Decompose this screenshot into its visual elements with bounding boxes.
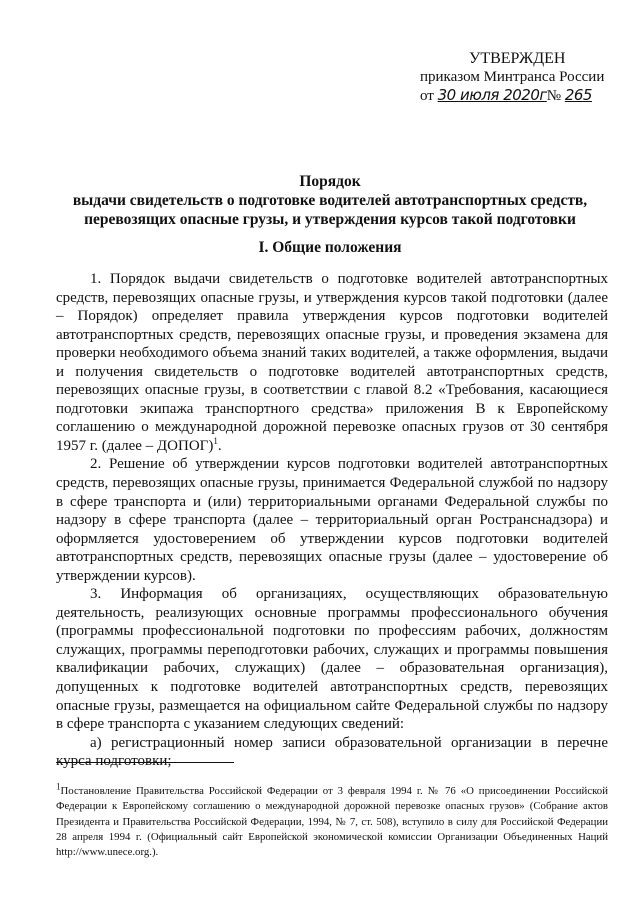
paragraph-1	[56, 270, 608, 455]
paragraph-1-end: .	[217, 437, 222, 454]
approval-date-line	[420, 86, 620, 105]
footnote-text-block	[56, 781, 608, 860]
title-line-2: выдачи свидетельств о подготовке водителей автотранспортных средств,	[72, 192, 588, 209]
approval-number-sign: №	[546, 88, 562, 104]
footnote	[56, 781, 608, 860]
approval-title: УТВЕРЖДЕН	[469, 50, 566, 67]
approval-from-label: от	[420, 88, 434, 104]
paragraph-3a: а) регистрационный номер записи образовательной организации в перечне курса подготовки;	[56, 734, 608, 770]
section-heading: I. Общие положения	[258, 239, 402, 256]
footnote-text: Постановление Правительства Российской Федерации от 3 февраля 1994 г. № 76 «О присоединении Российской Федерации к Европейскому соглашению о международной дорожной перевозке опасных грузов» (Собрание актов Президента и Правительства Российской Федерации, 1994, № 7, ст. 508), вступило в силу для Российской Федерации 28 апреля 1994 г. (Официальный сайт Европейской экономической комиссии Организации Объединенных Наций http://www.unece.org.).	[56, 785, 608, 859]
document-body	[56, 270, 608, 771]
title-line-3: перевозящих опасные грузы, и утверждения курсов такой подготовки	[84, 211, 576, 228]
footnote-marker: 1	[56, 781, 61, 792]
approval-order-line: приказом Минтранса России	[420, 69, 605, 85]
footnote-reference: 1	[213, 435, 218, 446]
approval-stamp	[420, 50, 620, 105]
approval-number-handwritten: 265	[564, 86, 592, 104]
approval-date-handwritten: 30 июля 2020г	[437, 86, 547, 104]
title-line-1: Порядок	[299, 173, 361, 190]
footnote-divider	[56, 762, 234, 763]
paragraph-2: 2. Решение об утверждении курсов подготовки водителей автотранспортных средств, перевозящих опасные грузы, принимается Федеральной службой по надзору в сфере транспорта и (или) территориальными органами Федеральной службы по надзору в сфере транспорта (далее – территориальный орган Ространснадзора) и оформляется удостоверением об утверждении курсов подготовки водителей автотранспортных средств, перевозящих опасные грузы (далее – удостоверение об утверждении курсов).	[56, 456, 608, 584]
paragraph-3: 3. Информация об организациях, осуществляющих образовательную деятельность, реализующих основные программы профессионального обучения (программы профессиональной подготовки по профессиям рабочих, должностям служащих, программы переподготовки рабочих, служащих и программы повышения квалификации рабочих, служащих) (далее – образовательная организация), допущенных к подготовке водителей автотранспортных средств, перевозящих опасные грузы, размещается на официальном сайте Федеральной службы по надзору в сфере транспорта с указанием следующих сведений:	[56, 586, 608, 733]
paragraph-1-text: 1. Порядок выдачи свидетельств о подготовке водителей автотранспортных средств, перевозящих опасные грузы, и утверждения курсов такой подготовки (далее – Порядок) определяет правила утверждения курсов подготовки водителей автотранспортных средств, перевозящих опасные грузы, и проведения экзамена для проверки необходимого объема знаний таких водителей, а также оформления, выдачи и получения свидетельств о подготовке водителей автотранспортных средств, перевозящих опасные грузы, в соответствии с главой 8.2 «Требования, касающиеся подготовки экипажа транспортного средства» приложения В к Европейскому соглашению о международной дорожной перевозке опасных грузов от 30 сентября 1957 г. (далее – ДОПОГ)	[56, 271, 608, 454]
document-title	[55, 172, 605, 229]
